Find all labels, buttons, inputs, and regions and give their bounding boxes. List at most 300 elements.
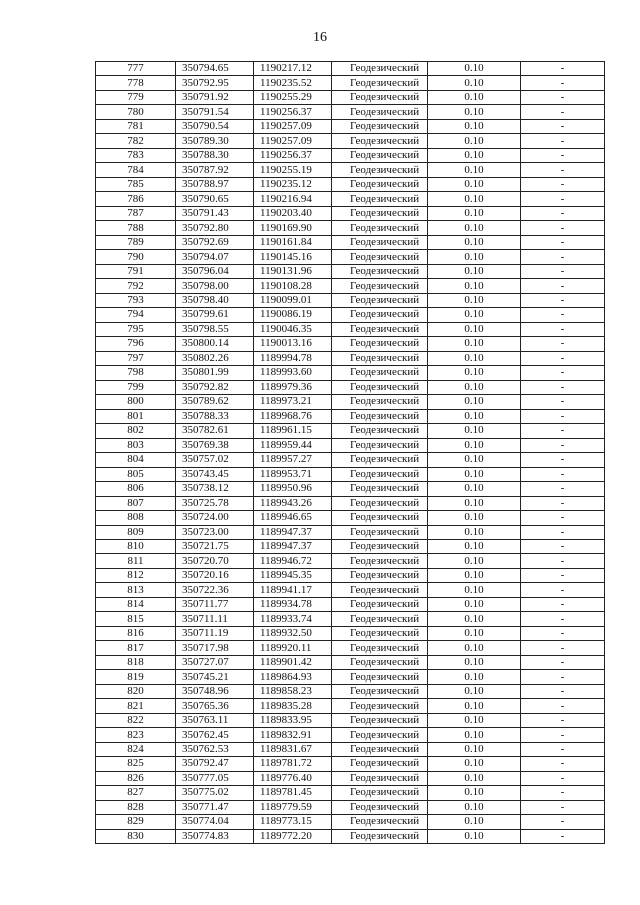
y-coordinate-cell: 1189946.72	[254, 554, 332, 568]
point-number-cell: 830	[96, 829, 176, 843]
method-cell: Геодезический	[332, 395, 428, 409]
description-cell: -	[521, 148, 605, 162]
table-row	[96, 786, 605, 800]
x-coordinate-cell: 350711.77	[176, 597, 254, 611]
method-cell: Геодезический	[332, 163, 428, 177]
description-cell: -	[521, 699, 605, 713]
description-cell: -	[521, 511, 605, 525]
table-row	[96, 163, 605, 177]
y-coordinate-cell: 1189968.76	[254, 409, 332, 423]
accuracy-cell: 0.10	[428, 395, 521, 409]
y-coordinate-cell: 1190203.40	[254, 206, 332, 220]
method-cell: Геодезический	[332, 250, 428, 264]
point-number-cell: 825	[96, 757, 176, 771]
y-coordinate-cell: 1189773.15	[254, 815, 332, 829]
point-number-cell: 815	[96, 612, 176, 626]
method-cell: Геодезический	[332, 177, 428, 191]
method-cell: Геодезический	[332, 90, 428, 104]
table-row	[96, 424, 605, 438]
table-row	[96, 134, 605, 148]
table-row	[96, 467, 605, 481]
accuracy-cell: 0.10	[428, 655, 521, 669]
point-number-cell: 782	[96, 134, 176, 148]
y-coordinate-cell: 1189943.26	[254, 496, 332, 510]
y-coordinate-cell: 1189832.91	[254, 728, 332, 742]
method-cell: Геодезический	[332, 699, 428, 713]
table-row	[96, 119, 605, 133]
description-cell: -	[521, 453, 605, 467]
method-cell: Геодезический	[332, 757, 428, 771]
method-cell: Геодезический	[332, 728, 428, 742]
method-cell: Геодезический	[332, 829, 428, 843]
description-cell: -	[521, 771, 605, 785]
method-cell: Геодезический	[332, 583, 428, 597]
table-row	[96, 293, 605, 307]
description-cell: -	[521, 641, 605, 655]
accuracy-cell: 0.10	[428, 786, 521, 800]
accuracy-cell: 0.10	[428, 380, 521, 394]
description-cell: -	[521, 597, 605, 611]
method-cell: Геодезический	[332, 221, 428, 235]
accuracy-cell: 0.10	[428, 713, 521, 727]
y-coordinate-cell: 1190235.12	[254, 177, 332, 191]
point-number-cell: 820	[96, 684, 176, 698]
point-number-cell: 795	[96, 322, 176, 336]
method-cell: Геодезический	[332, 438, 428, 452]
x-coordinate-cell: 350762.45	[176, 728, 254, 742]
point-number-cell: 828	[96, 800, 176, 814]
accuracy-cell: 0.10	[428, 90, 521, 104]
table-row	[96, 728, 605, 742]
method-cell: Геодезический	[332, 597, 428, 611]
point-number-cell: 783	[96, 148, 176, 162]
x-coordinate-cell: 350725.78	[176, 496, 254, 510]
point-number-cell: 810	[96, 539, 176, 553]
method-cell: Геодезический	[332, 134, 428, 148]
point-number-cell: 801	[96, 409, 176, 423]
description-cell: -	[521, 670, 605, 684]
y-coordinate-cell: 1189932.50	[254, 626, 332, 640]
description-cell: -	[521, 815, 605, 829]
description-cell: -	[521, 684, 605, 698]
x-coordinate-cell: 350792.82	[176, 380, 254, 394]
point-number-cell: 819	[96, 670, 176, 684]
y-coordinate-cell: 1189947.37	[254, 539, 332, 553]
table-row	[96, 539, 605, 553]
x-coordinate-cell: 350717.98	[176, 641, 254, 655]
point-number-cell: 814	[96, 597, 176, 611]
x-coordinate-cell: 350711.19	[176, 626, 254, 640]
y-coordinate-cell: 1189961.15	[254, 424, 332, 438]
accuracy-cell: 0.10	[428, 337, 521, 351]
x-coordinate-cell: 350791.54	[176, 105, 254, 119]
accuracy-cell: 0.10	[428, 424, 521, 438]
y-coordinate-cell: 1189941.17	[254, 583, 332, 597]
point-number-cell: 796	[96, 337, 176, 351]
table-row	[96, 670, 605, 684]
method-cell: Геодезический	[332, 511, 428, 525]
x-coordinate-cell: 350722.36	[176, 583, 254, 597]
table-row	[96, 655, 605, 669]
method-cell: Геодезический	[332, 76, 428, 90]
x-coordinate-cell: 350757.02	[176, 453, 254, 467]
table-row	[96, 626, 605, 640]
method-cell: Геодезический	[332, 684, 428, 698]
x-coordinate-cell: 350771.47	[176, 800, 254, 814]
point-number-cell: 821	[96, 699, 176, 713]
point-number-cell: 790	[96, 250, 176, 264]
description-cell: -	[521, 655, 605, 669]
x-coordinate-cell: 350769.38	[176, 438, 254, 452]
table-row	[96, 757, 605, 771]
y-coordinate-cell: 1189779.59	[254, 800, 332, 814]
description-cell: -	[521, 395, 605, 409]
coordinates-table-body	[96, 62, 605, 844]
x-coordinate-cell: 350792.95	[176, 76, 254, 90]
x-coordinate-cell: 350723.00	[176, 525, 254, 539]
y-coordinate-cell: 1190169.90	[254, 221, 332, 235]
method-cell: Геодезический	[332, 409, 428, 423]
accuracy-cell: 0.10	[428, 568, 521, 582]
point-number-cell: 789	[96, 235, 176, 249]
x-coordinate-cell: 350724.00	[176, 511, 254, 525]
accuracy-cell: 0.10	[428, 829, 521, 843]
table-row	[96, 105, 605, 119]
point-number-cell: 822	[96, 713, 176, 727]
x-coordinate-cell: 350762.53	[176, 742, 254, 756]
y-coordinate-cell: 1190013.16	[254, 337, 332, 351]
accuracy-cell: 0.10	[428, 76, 521, 90]
method-cell: Геодезический	[332, 105, 428, 119]
table-row	[96, 829, 605, 843]
accuracy-cell: 0.10	[428, 626, 521, 640]
point-number-cell: 792	[96, 279, 176, 293]
accuracy-cell: 0.10	[428, 308, 521, 322]
x-coordinate-cell: 350711.11	[176, 612, 254, 626]
y-coordinate-cell: 1189946.65	[254, 511, 332, 525]
y-coordinate-cell: 1189953.71	[254, 467, 332, 481]
x-coordinate-cell: 350794.07	[176, 250, 254, 264]
description-cell: -	[521, 583, 605, 597]
accuracy-cell: 0.10	[428, 206, 521, 220]
x-coordinate-cell: 350794.65	[176, 62, 254, 76]
accuracy-cell: 0.10	[428, 148, 521, 162]
accuracy-cell: 0.10	[428, 250, 521, 264]
y-coordinate-cell: 1189781.72	[254, 757, 332, 771]
description-cell: -	[521, 366, 605, 380]
method-cell: Геодезический	[332, 366, 428, 380]
table-row	[96, 597, 605, 611]
point-number-cell: 813	[96, 583, 176, 597]
y-coordinate-cell: 1190108.28	[254, 279, 332, 293]
x-coordinate-cell: 350800.14	[176, 337, 254, 351]
description-cell: -	[521, 177, 605, 191]
method-cell: Геодезический	[332, 293, 428, 307]
description-cell: -	[521, 438, 605, 452]
table-row	[96, 684, 605, 698]
method-cell: Геодезический	[332, 351, 428, 365]
table-row	[96, 453, 605, 467]
x-coordinate-cell: 350792.80	[176, 221, 254, 235]
point-number-cell: 806	[96, 482, 176, 496]
x-coordinate-cell: 350792.47	[176, 757, 254, 771]
y-coordinate-cell: 1190131.96	[254, 264, 332, 278]
point-number-cell: 805	[96, 467, 176, 481]
x-coordinate-cell: 350782.61	[176, 424, 254, 438]
y-coordinate-cell: 1189864.93	[254, 670, 332, 684]
y-coordinate-cell: 1190255.29	[254, 90, 332, 104]
y-coordinate-cell: 1190046.35	[254, 322, 332, 336]
x-coordinate-cell: 350738.12	[176, 482, 254, 496]
method-cell: Геодезический	[332, 467, 428, 481]
x-coordinate-cell: 350788.33	[176, 409, 254, 423]
accuracy-cell: 0.10	[428, 482, 521, 496]
table-row	[96, 395, 605, 409]
accuracy-cell: 0.10	[428, 409, 521, 423]
x-coordinate-cell: 350791.43	[176, 206, 254, 220]
description-cell: -	[521, 554, 605, 568]
table-row	[96, 308, 605, 322]
point-number-cell: 786	[96, 192, 176, 206]
y-coordinate-cell: 1190257.09	[254, 134, 332, 148]
accuracy-cell: 0.10	[428, 177, 521, 191]
y-coordinate-cell: 1190257.09	[254, 119, 332, 133]
table-row	[96, 583, 605, 597]
x-coordinate-cell: 350798.55	[176, 322, 254, 336]
y-coordinate-cell: 1189959.44	[254, 438, 332, 452]
table-row	[96, 496, 605, 510]
method-cell: Геодезический	[332, 568, 428, 582]
description-cell: -	[521, 539, 605, 553]
description-cell: -	[521, 351, 605, 365]
description-cell: -	[521, 235, 605, 249]
method-cell: Геодезический	[332, 62, 428, 76]
description-cell: -	[521, 612, 605, 626]
description-cell: -	[521, 409, 605, 423]
method-cell: Геодезический	[332, 713, 428, 727]
point-number-cell: 816	[96, 626, 176, 640]
y-coordinate-cell: 1189957.27	[254, 453, 332, 467]
accuracy-cell: 0.10	[428, 496, 521, 510]
description-cell: -	[521, 322, 605, 336]
y-coordinate-cell: 1189994.78	[254, 351, 332, 365]
x-coordinate-cell: 350763.11	[176, 713, 254, 727]
accuracy-cell: 0.10	[428, 815, 521, 829]
description-cell: -	[521, 424, 605, 438]
description-cell: -	[521, 250, 605, 264]
point-number-cell: 785	[96, 177, 176, 191]
table-row	[96, 438, 605, 452]
description-cell: -	[521, 105, 605, 119]
y-coordinate-cell: 1189945.35	[254, 568, 332, 582]
y-coordinate-cell: 1189947.37	[254, 525, 332, 539]
point-number-cell: 798	[96, 366, 176, 380]
table-row	[96, 206, 605, 220]
method-cell: Геодезический	[332, 453, 428, 467]
point-number-cell: 784	[96, 163, 176, 177]
y-coordinate-cell: 1189831.67	[254, 742, 332, 756]
point-number-cell: 787	[96, 206, 176, 220]
accuracy-cell: 0.10	[428, 539, 521, 553]
table-row	[96, 90, 605, 104]
accuracy-cell: 0.10	[428, 235, 521, 249]
x-coordinate-cell: 350798.40	[176, 293, 254, 307]
description-cell: -	[521, 713, 605, 727]
description-cell: -	[521, 293, 605, 307]
method-cell: Геодезический	[332, 670, 428, 684]
method-cell: Геодезический	[332, 308, 428, 322]
table-row	[96, 177, 605, 191]
description-cell: -	[521, 568, 605, 582]
table-row	[96, 525, 605, 539]
y-coordinate-cell: 1189858.23	[254, 684, 332, 698]
method-cell: Геодезический	[332, 525, 428, 539]
method-cell: Геодезический	[332, 496, 428, 510]
y-coordinate-cell: 1190161.84	[254, 235, 332, 249]
description-cell: -	[521, 134, 605, 148]
table-row	[96, 742, 605, 756]
description-cell: -	[521, 264, 605, 278]
accuracy-cell: 0.10	[428, 597, 521, 611]
y-coordinate-cell: 1189776.40	[254, 771, 332, 785]
y-coordinate-cell: 1190216.94	[254, 192, 332, 206]
table-row	[96, 815, 605, 829]
y-coordinate-cell: 1189933.74	[254, 612, 332, 626]
method-cell: Геодезический	[332, 322, 428, 336]
description-cell: -	[521, 221, 605, 235]
accuracy-cell: 0.10	[428, 438, 521, 452]
point-number-cell: 826	[96, 771, 176, 785]
description-cell: -	[521, 800, 605, 814]
table-row	[96, 62, 605, 76]
point-number-cell: 811	[96, 554, 176, 568]
y-coordinate-cell: 1189934.78	[254, 597, 332, 611]
method-cell: Геодезический	[332, 424, 428, 438]
point-number-cell: 780	[96, 105, 176, 119]
description-cell: -	[521, 786, 605, 800]
x-coordinate-cell: 350775.02	[176, 786, 254, 800]
x-coordinate-cell: 350798.00	[176, 279, 254, 293]
description-cell: -	[521, 119, 605, 133]
y-coordinate-cell: 1189772.20	[254, 829, 332, 843]
point-number-cell: 802	[96, 424, 176, 438]
page-number: 16	[313, 30, 327, 45]
x-coordinate-cell: 350792.69	[176, 235, 254, 249]
description-cell: -	[521, 163, 605, 177]
point-number-cell: 824	[96, 742, 176, 756]
table-row	[96, 148, 605, 162]
point-number-cell: 793	[96, 293, 176, 307]
table-row	[96, 612, 605, 626]
y-coordinate-cell: 1190086.19	[254, 308, 332, 322]
y-coordinate-cell: 1189833.95	[254, 713, 332, 727]
method-cell: Геодезический	[332, 626, 428, 640]
x-coordinate-cell: 350790.65	[176, 192, 254, 206]
y-coordinate-cell: 1189979.36	[254, 380, 332, 394]
table-row	[96, 322, 605, 336]
y-coordinate-cell: 1190217.12	[254, 62, 332, 76]
method-cell: Геодезический	[332, 206, 428, 220]
description-cell: -	[521, 62, 605, 76]
accuracy-cell: 0.10	[428, 134, 521, 148]
x-coordinate-cell: 350791.92	[176, 90, 254, 104]
x-coordinate-cell: 350788.97	[176, 177, 254, 191]
point-number-cell: 809	[96, 525, 176, 539]
accuracy-cell: 0.10	[428, 467, 521, 481]
x-coordinate-cell: 350789.30	[176, 134, 254, 148]
point-number-cell: 812	[96, 568, 176, 582]
table-row	[96, 699, 605, 713]
accuracy-cell: 0.10	[428, 684, 521, 698]
y-coordinate-cell: 1190256.37	[254, 148, 332, 162]
x-coordinate-cell: 350789.62	[176, 395, 254, 409]
accuracy-cell: 0.10	[428, 800, 521, 814]
point-number-cell: 778	[96, 76, 176, 90]
table-row	[96, 482, 605, 496]
accuracy-cell: 0.10	[428, 511, 521, 525]
accuracy-cell: 0.10	[428, 583, 521, 597]
table-row	[96, 409, 605, 423]
point-number-cell: 808	[96, 511, 176, 525]
table-row	[96, 235, 605, 249]
x-coordinate-cell: 350727.07	[176, 655, 254, 669]
table-row	[96, 250, 605, 264]
x-coordinate-cell: 350777.05	[176, 771, 254, 785]
description-cell: -	[521, 829, 605, 843]
y-coordinate-cell: 1190099.01	[254, 293, 332, 307]
method-cell: Геодезический	[332, 786, 428, 800]
table-row	[96, 641, 605, 655]
point-number-cell: 800	[96, 395, 176, 409]
x-coordinate-cell: 350787.92	[176, 163, 254, 177]
x-coordinate-cell: 350720.16	[176, 568, 254, 582]
accuracy-cell: 0.10	[428, 264, 521, 278]
point-number-cell: 804	[96, 453, 176, 467]
description-cell: -	[521, 626, 605, 640]
accuracy-cell: 0.10	[428, 221, 521, 235]
method-cell: Геодезический	[332, 337, 428, 351]
accuracy-cell: 0.10	[428, 105, 521, 119]
x-coordinate-cell: 350745.21	[176, 670, 254, 684]
method-cell: Геодезический	[332, 264, 428, 278]
point-number-cell: 803	[96, 438, 176, 452]
accuracy-cell: 0.10	[428, 366, 521, 380]
accuracy-cell: 0.10	[428, 728, 521, 742]
point-number-cell: 829	[96, 815, 176, 829]
point-number-cell: 791	[96, 264, 176, 278]
y-coordinate-cell: 1189973.21	[254, 395, 332, 409]
y-coordinate-cell: 1190255.19	[254, 163, 332, 177]
accuracy-cell: 0.10	[428, 279, 521, 293]
table-row	[96, 554, 605, 568]
description-cell: -	[521, 380, 605, 394]
x-coordinate-cell: 350790.54	[176, 119, 254, 133]
method-cell: Геодезический	[332, 119, 428, 133]
accuracy-cell: 0.10	[428, 641, 521, 655]
description-cell: -	[521, 482, 605, 496]
table-row	[96, 279, 605, 293]
description-cell: -	[521, 467, 605, 481]
method-cell: Геодезический	[332, 815, 428, 829]
x-coordinate-cell: 350720.70	[176, 554, 254, 568]
description-cell: -	[521, 757, 605, 771]
accuracy-cell: 0.10	[428, 322, 521, 336]
point-number-cell: 817	[96, 641, 176, 655]
accuracy-cell: 0.10	[428, 62, 521, 76]
table-row	[96, 800, 605, 814]
x-coordinate-cell: 350788.30	[176, 148, 254, 162]
method-cell: Геодезический	[332, 800, 428, 814]
